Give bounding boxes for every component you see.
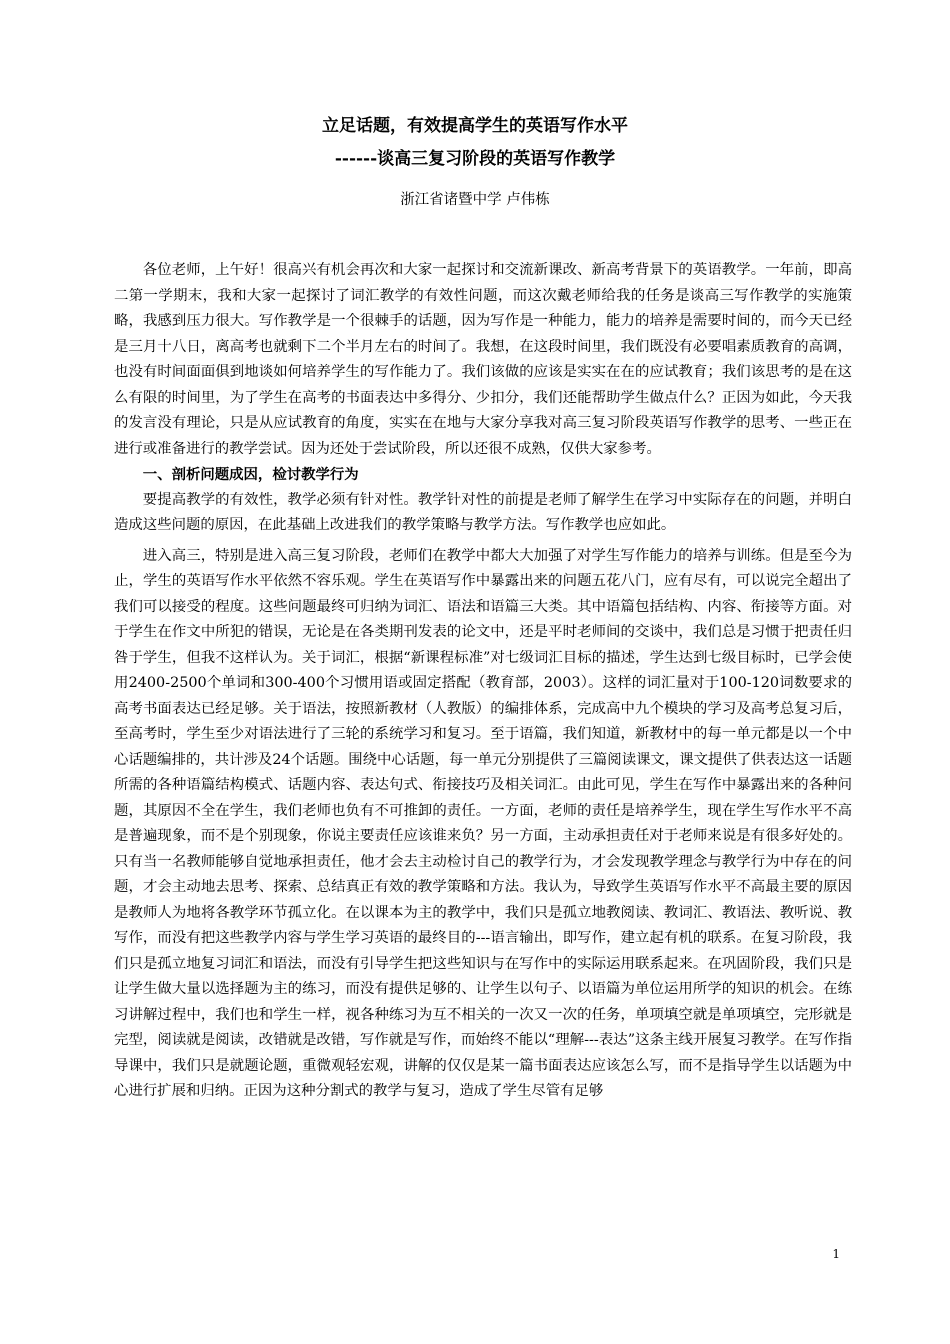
intro-paragraph: 各位老师，上午好！很高兴有机会再次和大家一起探讨和交流新课改、新高考背景下的英语教学。一年前，即高二第一学期末，我和大家一起探讨了词汇教学的有效性问题，而这次戴老师给我的任务是谈高三写作教学的实施策略，我感到压力很大。写作教学是一个很棘手的话题，因为写作是一种能力，能力的培养是需要时间的，而今天已经是三月十八日，离高考也就剩下二个半月左右的时间了。我想，在这段时间里，我们既没有必要唱素质教育的高调，也没有时间面面俱到地谈如何培养学生的写作能力了。我们该做的应该是实实在在的应试教育；我们该思考的是在这么有限的时间里，为了学生在高考的书面表达中多得分、少扣分，我们还能帮助学生做点什么？正因为如此，今天我的发言没有理论，只是从应试教育的角度，实实在在地与大家分享我对高三复习阶段英语写作教学的思考、一些正在进行或准备进行的教学尝试。因为还处于尝试阶段，所以还很不成熟，仅供大家参考。: [114, 262, 852, 457]
section-heading: 一、剖析问题成因，检讨教学行为: [142, 466, 359, 483]
document-body: [114, 258, 852, 1105]
document-subtitle: ------谈高三复习阶段的英语写作教学: [334, 149, 616, 169]
section-paragraph-1: 要提高教学的有效性，教学必须有针对性。教学针对性的前提是老师了解学生在学习中实际存在的问题，并明白造成这些问题的原因，在此基础上改进我们的教学策略与教学方法。写作教学也应如此。: [114, 491, 852, 533]
document-title: 立足话题，有效提高学生的英语写作水平: [322, 116, 628, 136]
author-line: 浙江省诸暨中学 卢伟栋: [400, 192, 550, 208]
section-paragraph-2: 进入高三，特别是进入高三复习阶段，老师们在教学中都大大加强了对学生写作能力的培养与训练。但是至今为止，学生的英语写作水平依然不容乐观。学生在英语写作中暴露出来的问题五花八门，应有尽有，可以说完全超出了我们可以接受的程度。这些问题最终可归纳为词汇、语法和语篇三大类。其中语篇包括结构、内容、衔接等方面。对于学生在作文中所犯的错误，无论是在各类期刊发表的论文中，还是平时老师间的交谈中，我们总是习惯于把责任归咎于学生，但我不这样认为。关于词汇，根据“新课程标准”对七级词汇目标的描述，学生达到七级目标时，已学会使用2400-2500个单词和300-400个习惯用语或固定搭配（教育部，2003）。这样的词汇量对于100-120词数要求的高考书面表达已经足够。关于语法，按照新教材（人教版）的编排体系，完成高中九个模块的学习及高考总复习后，至高考时，学生至少对语法进行了三轮的系统学习和复习。至于语篇，我们知道，新教材中的每一单元都是以一个中心话题编排的，共计涉及24个话题。围绕中心话题，每一单元分别提供了三篇阅读课文，课文提供了供表达这一话题所需的各种语篇结构模式、话题内容、表达句式、衔接技巧及相关词汇。由此可见，学生在写作中暴露出来的各种问题，其原因不全在学生，我们老师也负有不可推卸的责任。一方面，老师的责任是培养学生，现在学生写作水平不高是普遍现象，而不是个别现象，你说主要责任应该谁来负？另一方面，主动承担责任对于老师来说是有很多好处的。只有当一名教师能够自觉地承担责任，他才会去主动检讨自己的教学行为，才会发现教学理念与教学行为中存在的问题，才会主动地去思考、探索、总结真正有效的教学策略和方法。我认为，导致学生英语写作水平不高最主要的原因是教师人为地将各教学环节孤立化。在以课本为主的教学中，我们只是孤立地教阅读、教词汇、教语法、教听说、教写作，而没有把这些教学内容与学生学习英语的最终目的---语言输出，即写作，建立起有机的联系。在复习阶段，我们只是孤立地复习词汇和语法，而没有引导学生把这些知识与在写作中的实际运用联系起来。在巩固阶段，我们只是让学生做大量以选择题为主的练习，而没有提供足够的、让学生以句子、以语篇为单位运用所学的知识的机会。在练习讲解过程中，我们也和学生一样，视各种练习为互不相关的一次又一次的任务，单项填空就是单项填空，完形就是完型，阅读就是阅读，改错就是改错，写作就是写作，而始终不能以“理解---表达”这条主线开展复习教学。在写作指导课中，我们只是就题论题，重微观轻宏观，讲解的仅仅是某一篇书面表达应该怎么写，而不是指导学生以话题为中心进行扩展和归纳。正因为这种分割式的教学与复习，造成了学生尽管有足够: [114, 547, 852, 1099]
page-number: 1: [832, 1247, 840, 1261]
